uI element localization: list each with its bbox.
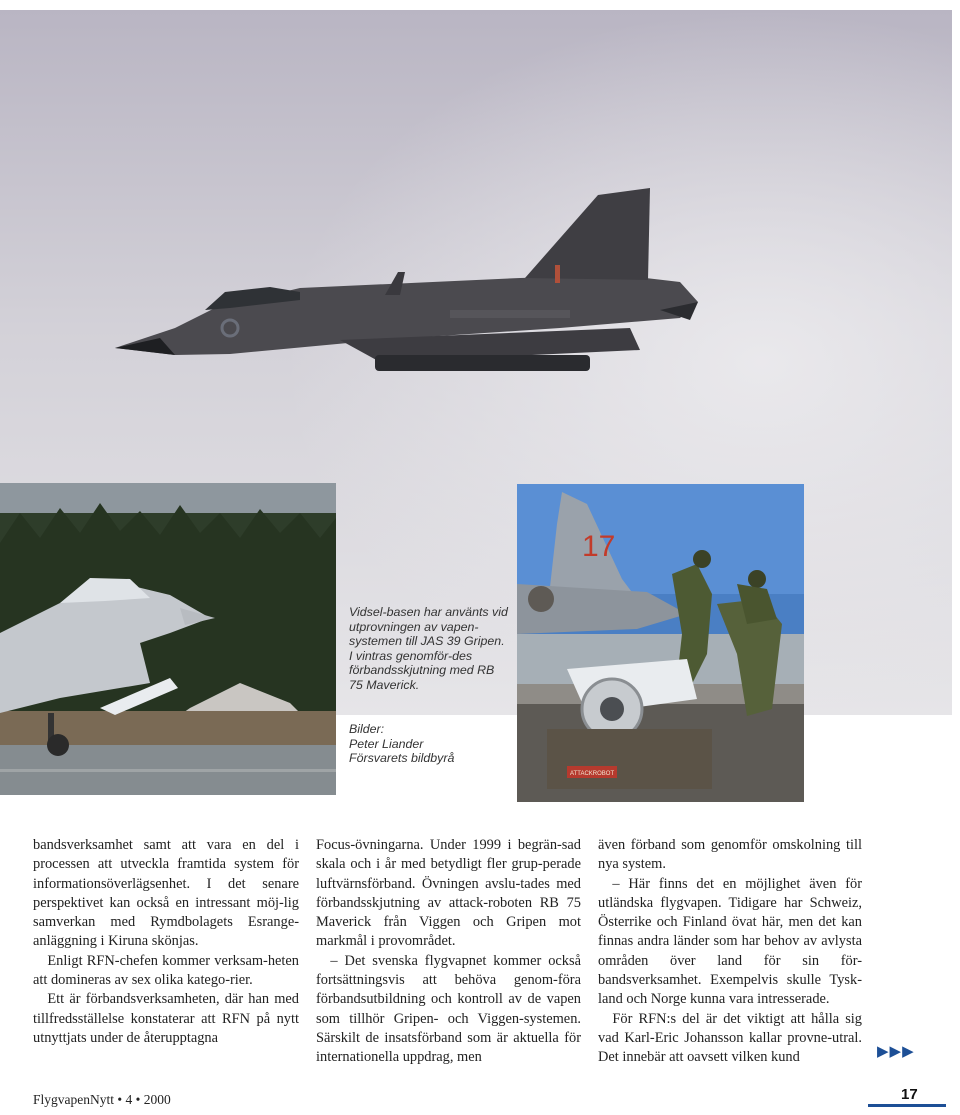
page-number-rule xyxy=(868,1104,946,1107)
paragraph: För RFN:s del är det viktigt att hålla sig vad Karl-Eric Johansson kallar provne-utral. Det innebär att oavsett vilken kund xyxy=(598,1010,862,1066)
text-column-2 xyxy=(316,836,581,1068)
text-column-1 xyxy=(33,836,299,1048)
credits-label: Bilder: xyxy=(349,722,385,736)
paragraph: även förband som genomför omskolning till nya system. xyxy=(598,837,862,873)
photo-credits xyxy=(349,722,509,766)
gripen-runway-photo xyxy=(0,483,336,795)
text-column-3 xyxy=(598,836,862,1068)
credits-photographer: Peter Liander xyxy=(349,736,424,751)
tail-number: 17 xyxy=(582,530,616,563)
continue-arrows-icon: ▶▶▶ xyxy=(877,1042,915,1060)
paragraph: Enligt RFN-chefen kommer verksam-heten att domineras av sex olika katego-rier. xyxy=(33,952,299,989)
publication-footer: FlygvapenNytt • 4 • 2000 xyxy=(33,1092,171,1107)
photo-caption: Vidsel-basen har använts vid utprovningen av vapen-systemen till JAS 39 Gripen. I vintras genomför-des förbandsskjutning med RB 75 Maverick. xyxy=(349,605,508,692)
paragraph: – Här finns det en möjlighet även för utländska flygvapen. Tidigare har Schweiz, Österrike och Finland övat här, men det kan finnas andra länder som har behov av avlysta områden över land för sin för-bandsverksamhet. Exempelvis skulle Tysk-land och Norge kunna vara intresserade. xyxy=(598,875,862,1008)
paragraph: Focus-övningarna. Under 1999 i begrän-sad skala och i år med betydligt fler grup-perade luftvärnsförband. Övningen avslu-tades med förbandsskjutning av attack-roboten RB 75 Maverick från Viggen och Gripen mot markmål i provområdet. xyxy=(316,837,581,950)
credits-agency: Försvarets bildbyrå xyxy=(349,751,455,766)
paragraph: bandsverksamhet samt att vara en del i processen att utveckla framtida system för informationsöverlägsenhet. I det senare perspektivet kan också en intressant möj-lig samverkan med Rymdbolagets Esrange-anläggning i Kiruna skönjas. xyxy=(33,837,299,950)
paragraph: Ett är förbandsverksamheten, där han med tillfredsställelse konstaterar att RFN på nytt utnyttjats under de återupptagna xyxy=(33,991,299,1046)
viggen-maverick-photo xyxy=(517,484,804,802)
page-number: 17 xyxy=(901,1086,918,1103)
paragraph: – Det svenska flygvapnet kommer också fortsättningsvis att behöva genom-föra förbandsutbildning och kontroll av de vapen som tillhör Gripen- och Viggen-systemen. Särskilt de insatsförband som är aktuella för internationella uppdrag, men xyxy=(316,952,581,1066)
crate-label: ATTACKROBOT xyxy=(570,771,615,777)
